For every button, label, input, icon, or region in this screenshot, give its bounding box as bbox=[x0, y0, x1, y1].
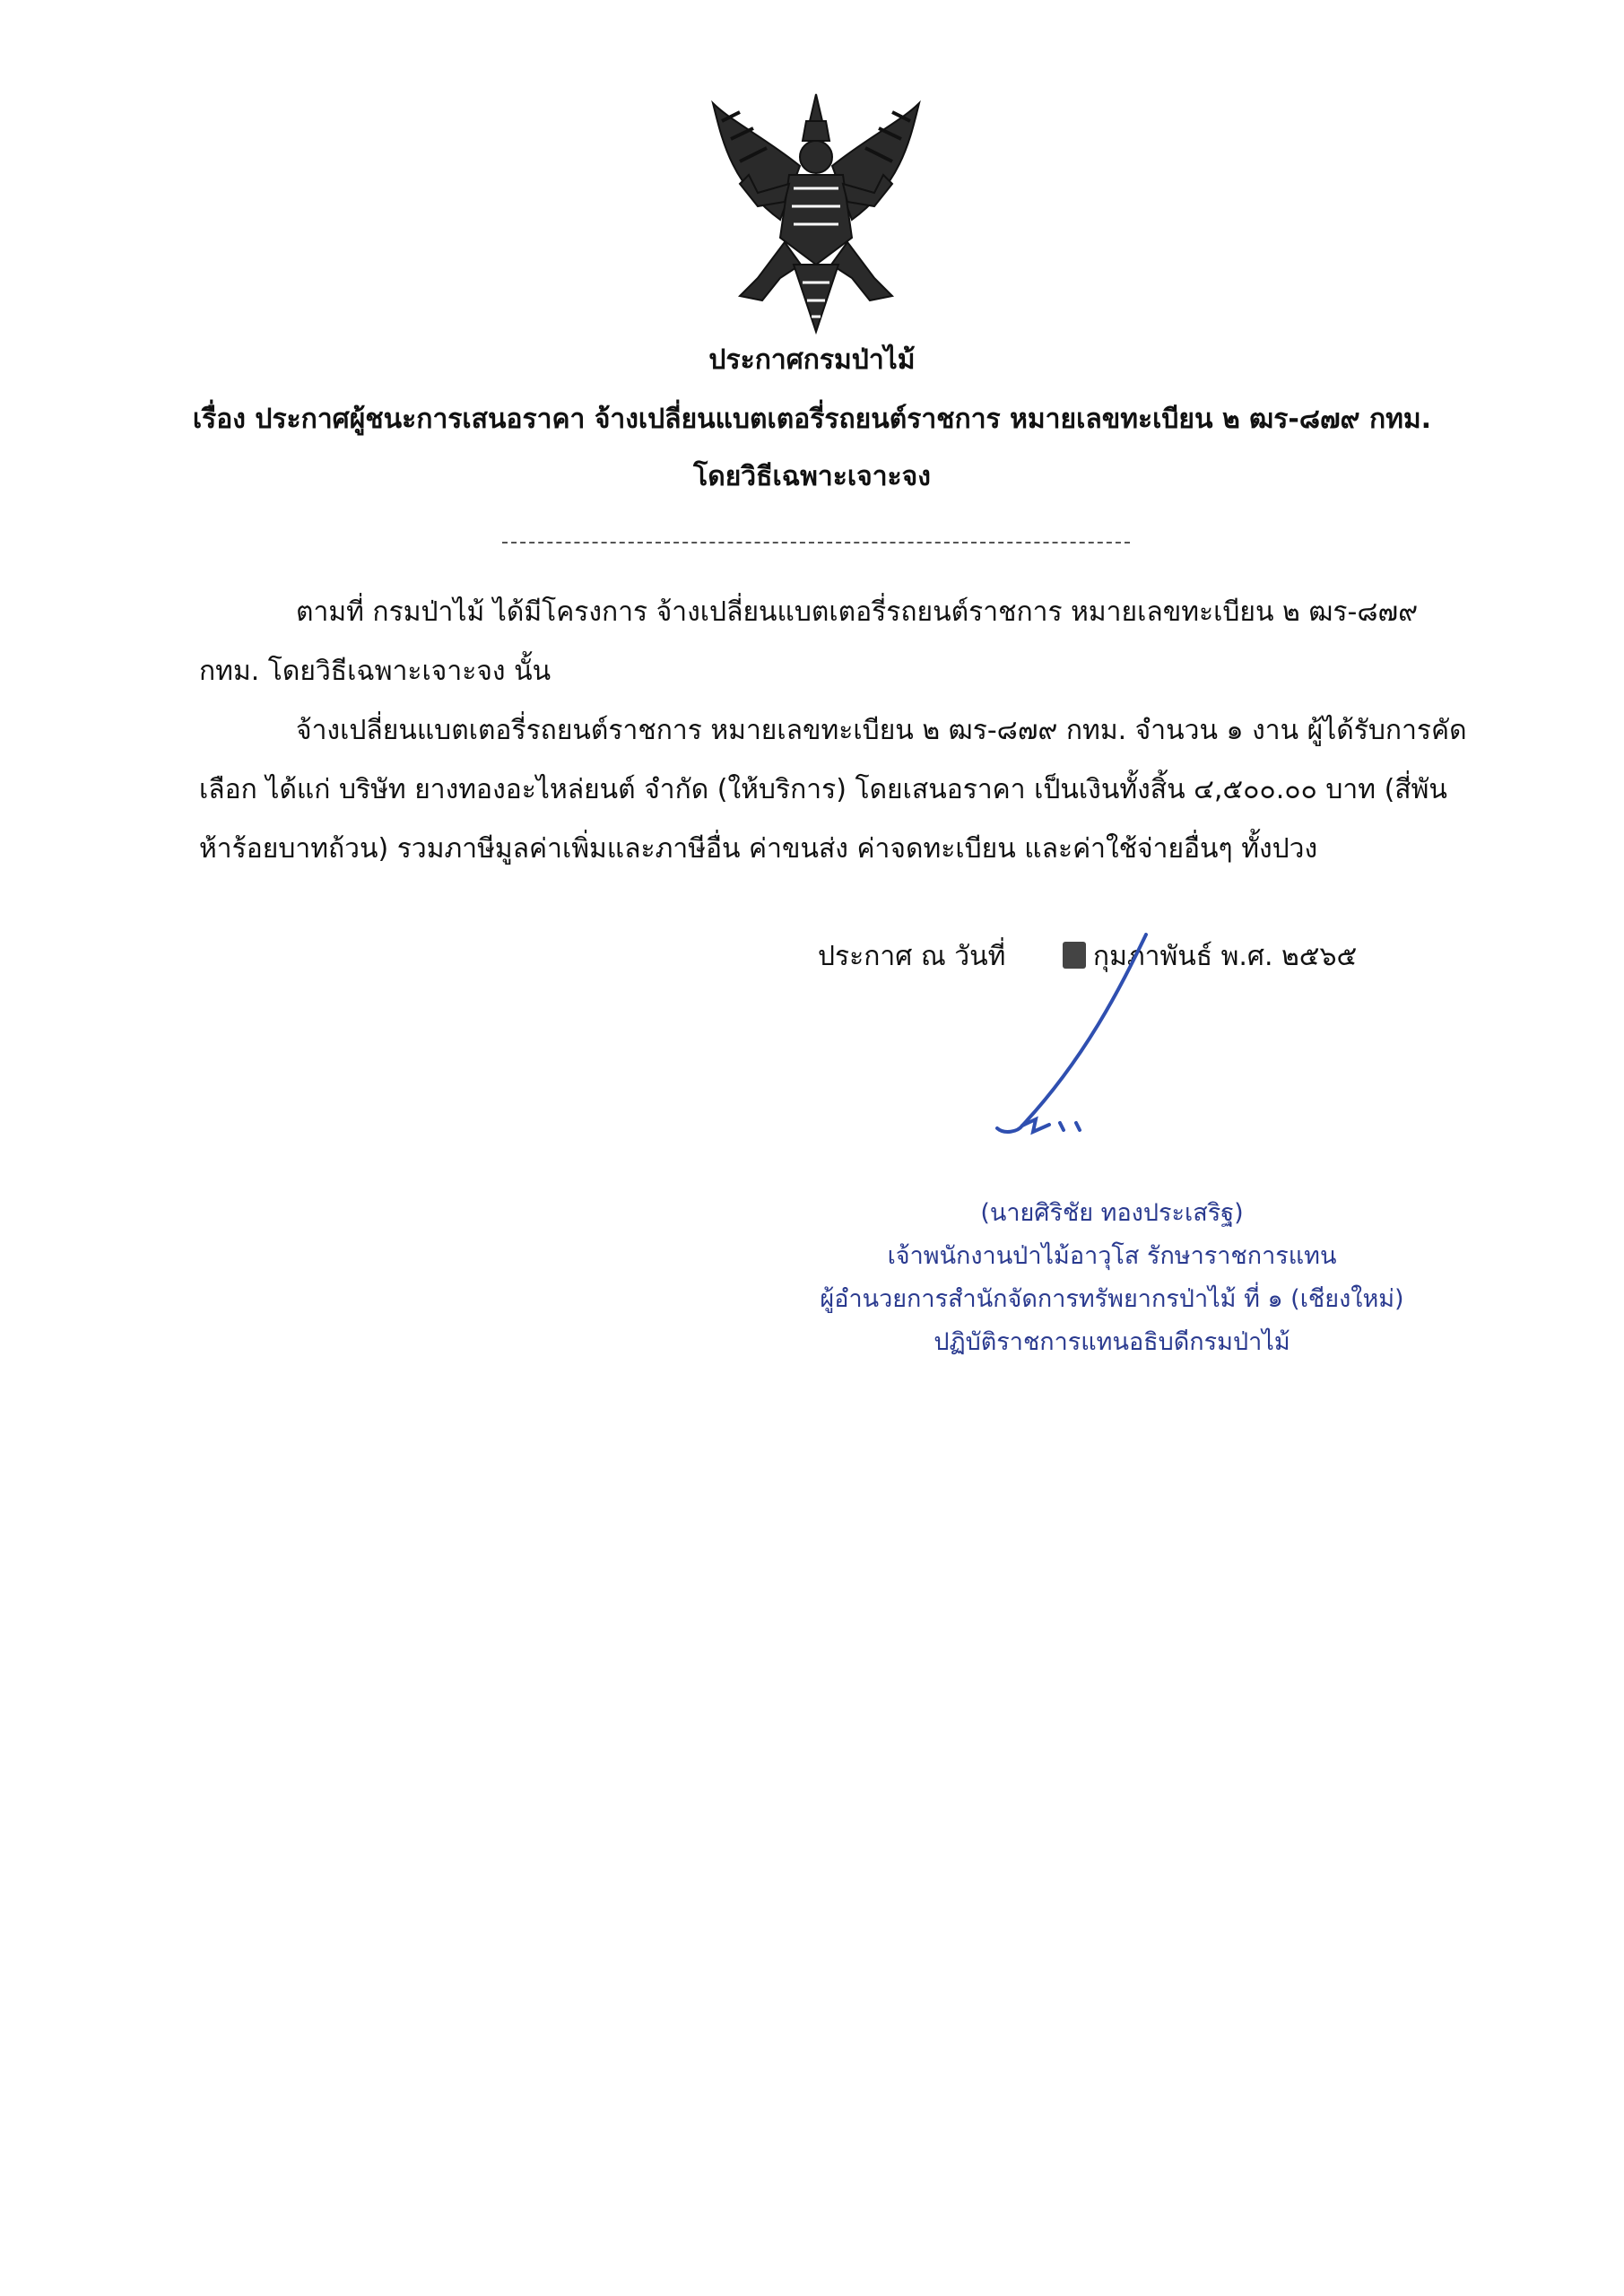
procurement-method: โดยวิธีเฉพาะเจาะจง bbox=[693, 461, 931, 492]
document-subject: เรื่อง ประกาศผู้ชนะการเสนอราคา จ้างเปลี่ยนแบตเตอรี่รถยนต์ราชการ หมายเลขทะเบียน ๒ ฒร-๘๗๙ กทม. bbox=[192, 404, 1432, 435]
paragraph-winner-text: จ้างเปลี่ยนแบตเตอรี่รถยนต์ราชการ หมายเลขทะเบียน ๒ ฒร-๘๗๙ กทม. จำนวน ๑ งาน ผู้ได้รับการคัดเลือก ได้แก่ บริษัท ยางทองอะไหล่ยนต์ จำกัด (ให้บริการ) โดยเสนอราคา เป็นเงินทั้งสิ้น ๔,๕๐๐.๐๐ บาท (สี่พันห้าร้อยบาทถ้วน) รวมภาษีมูลค่าเพิ่มและภาษีอื่น ค่าขนส่ง ค่าจดทะเบียน และค่าใช้จ่ายอื่นๆ ทั้งปวง bbox=[199, 715, 1467, 865]
signer-office: ผู้อำนวยการสำนักจัดการทรัพยากรป่าไม้ ที่ ๑ (เชียงใหม่) bbox=[820, 1285, 1404, 1313]
signer-position: เจ้าพนักงานป่าไม้อาวุโส รักษาราชการแทน bbox=[887, 1242, 1337, 1270]
announcement-date: กุมภาพันธ์ พ.ศ. ๒๕๖๕ bbox=[1092, 941, 1358, 972]
announcement-label: ประกาศ ณ วันที่ bbox=[818, 941, 1006, 972]
signer-name: (นายศิริชัย ทองประเสริฐ) bbox=[980, 1199, 1244, 1227]
paragraph-winner bbox=[199, 701, 1471, 879]
document-title: ประกาศกรมป่าไม้ bbox=[708, 344, 916, 376]
signer-acting: ปฏิบัติราชการแทนอธิบดีกรมป่าไม้ bbox=[934, 1328, 1290, 1356]
paragraph-project-text: ตามที่ กรมป่าไม้ ได้มีโครงการ จ้างเปลี่ยนแบตเตอรี่รถยนต์ราชการ หมายเลขทะเบียน ๒ ฒร-๘๗๙ กทม. โดยวิธีเฉพาะเจาะจง นั้น bbox=[199, 596, 1419, 687]
handwritten-signature-icon bbox=[986, 933, 1220, 1148]
paragraph-project bbox=[199, 583, 1471, 701]
garuda-emblem-icon bbox=[695, 85, 937, 336]
divider-line bbox=[502, 542, 1130, 544]
